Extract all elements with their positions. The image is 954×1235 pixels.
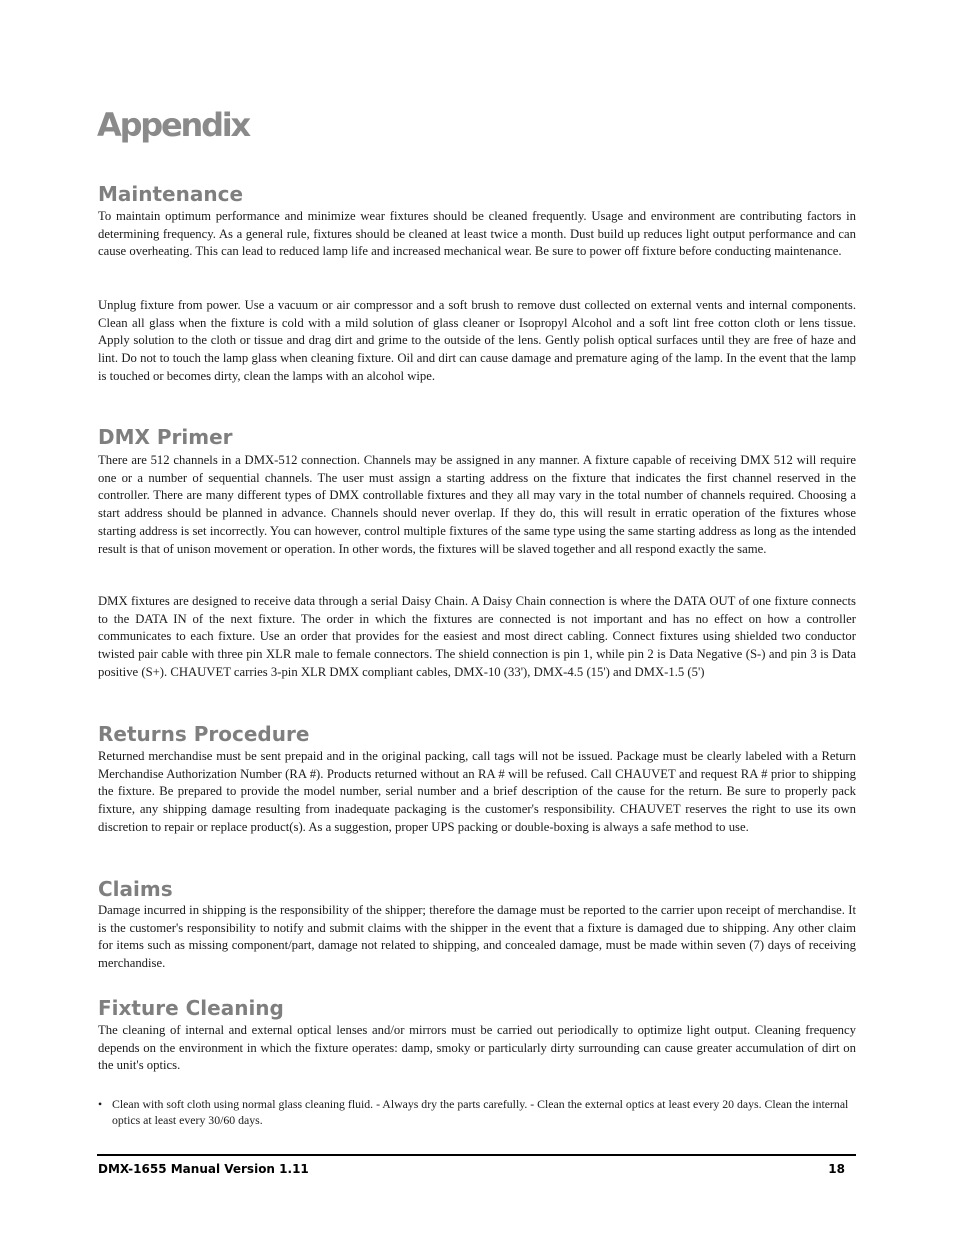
heading-returns-procedure: Returns Procedure — [98, 722, 310, 746]
footer-divider — [97, 1154, 856, 1156]
heading-dmx-primer: DMX Primer — [98, 425, 233, 449]
paragraph-returns: Returned merchandise must be sent prepaid and in the original packing, call tags will not be issued. Package must be clearly labeled with a Return Merchandise Authorization Number (RA #). Products returned without an RA # will be refused. Call CHAUVET and request RA # prior to shipping the fixture. Be prepared to provide the model number, serial number and a brief description of the cause for the return. Be sure to properly pack fixture, any shipping damage resulting from inadequate packaging is the customer's responsibility. CHAUVET reserves the right to use its own discretion to repair or replace product(s). As a suggestion, proper UPS packing or double-boxing is always a safe method to use. — [98, 749, 856, 834]
paragraph-maintenance-2: Unplug fixture from power. Use a vacuum or air compressor and a soft brush to remove dust collected on external vents and internal components. Clean all glass when the fixture is cold with a mild solution of glass cleaner or Isopropyl Alcohol and a soft lint free cotton cloth or lens tissue. Apply solution to the cloth or tissue and drag dirt and grime to the outside of the lens. Gently polish optical surfaces until they are free of haze and lint. Do not to touch the lamp glass when cleaning fixture. Oil and dirt can cause damage and premature aging of the lamp. In the event that the lamp is touched or becomes dirty, clean the lamps with an alcohol wipe. — [98, 298, 856, 383]
page-number: 18 — [828, 1162, 845, 1176]
list-item-text: Clean with soft cloth using normal glass cleaning fluid. - Always dry the parts carefully. - Clean the external optics at least every 20 days. Clean the internal optics at least every 30/60 days. — [112, 1097, 849, 1127]
list-item — [98, 1096, 856, 1128]
heading-fixture-cleaning: Fixture Cleaning — [98, 996, 284, 1020]
paragraph-claims: Damage incurred in shipping is the responsibility of the shipper; therefore the damage must be reported to the carrier upon receipt of merchandise. It is the customer's responsibility to notify and submit claims with the shipper in the event that a fixture is damaged due to shipping. Any other claim for items such as missing component/part, damage not related to shipping, and concealed damage, must be made within seven (7) days of receiving merchandise. — [98, 903, 856, 971]
page-title: Appendix — [97, 106, 249, 144]
paragraph-dmx-primer-1: There are 512 channels in a DMX-512 connection. Channels may be assigned in any manner. A fixture capable of receiving DMX 512 will require one or a number of sequential channels. The user must assign a starting address on the fixture that indicates the first channel reserved in the controller. There are many different types of DMX controllable fixtures and they all may vary in the total number of channels required. Choosing a start address should be planned in advance. Channels should never overlap. If they do, this will result in erratic operation of the fixtures whose starting address is set incorrectly. You can however, control multiple fixtures of the same type using the same starting address as long as the intended result is that of unison movement or operation. In other words, the fixtures will be slaved together and all respond exactly the same. — [98, 453, 856, 556]
heading-maintenance: Maintenance — [98, 182, 244, 206]
heading-claims: Claims — [98, 877, 173, 901]
footer-manual-version: DMX-1655 Manual Version 1.11 — [98, 1162, 309, 1176]
paragraph-maintenance-1: To maintain optimum performance and minimize wear fixtures should be cleaned frequently. Usage and environment are contributing factors in determining frequency. As a general rule, fixtures should be cleaned at least twice a month. Dust build up reduces light output performance and can cause overheating. This can lead to reduced lamp life and increased mechanical wear. Be sure to power off fixture before conducting maintenance. — [98, 209, 856, 259]
bullet-icon: • — [98, 1097, 103, 1111]
paragraph-dmx-primer-2: DMX fixtures are designed to receive data through a serial Daisy Chain. A Daisy Chain connection is where the DATA OUT of one fixture connects to the DATA IN of the next fixture. The order in which the fixtures are connected is not important and has no effect on how a controller communicates to each fixture. Use an order that provides for the easiest and most direct cabling. Connect fixtures using shielded two conductor twisted pair cable with three pin XLR male to female connectors. The shield connection is pin 1, while pin 2 is Data Negative (S-) and pin 3 is Data positive (S+). CHAUVET carries 3-pin XLR DMX compliant cables, DMX-10 (33'), DMX-4.5 (15') and DMX-1.5 (5') — [98, 594, 856, 679]
paragraph-fixture-cleaning: The cleaning of internal and external optical lenses and/or mirrors must be carried out periodically to optimize light output. Cleaning frequency depends on the environment in which the fixture operates: damp, smoky or particularly dirty surrounding can cause greater accumulation of dirt on the unit's optics. — [98, 1023, 856, 1073]
